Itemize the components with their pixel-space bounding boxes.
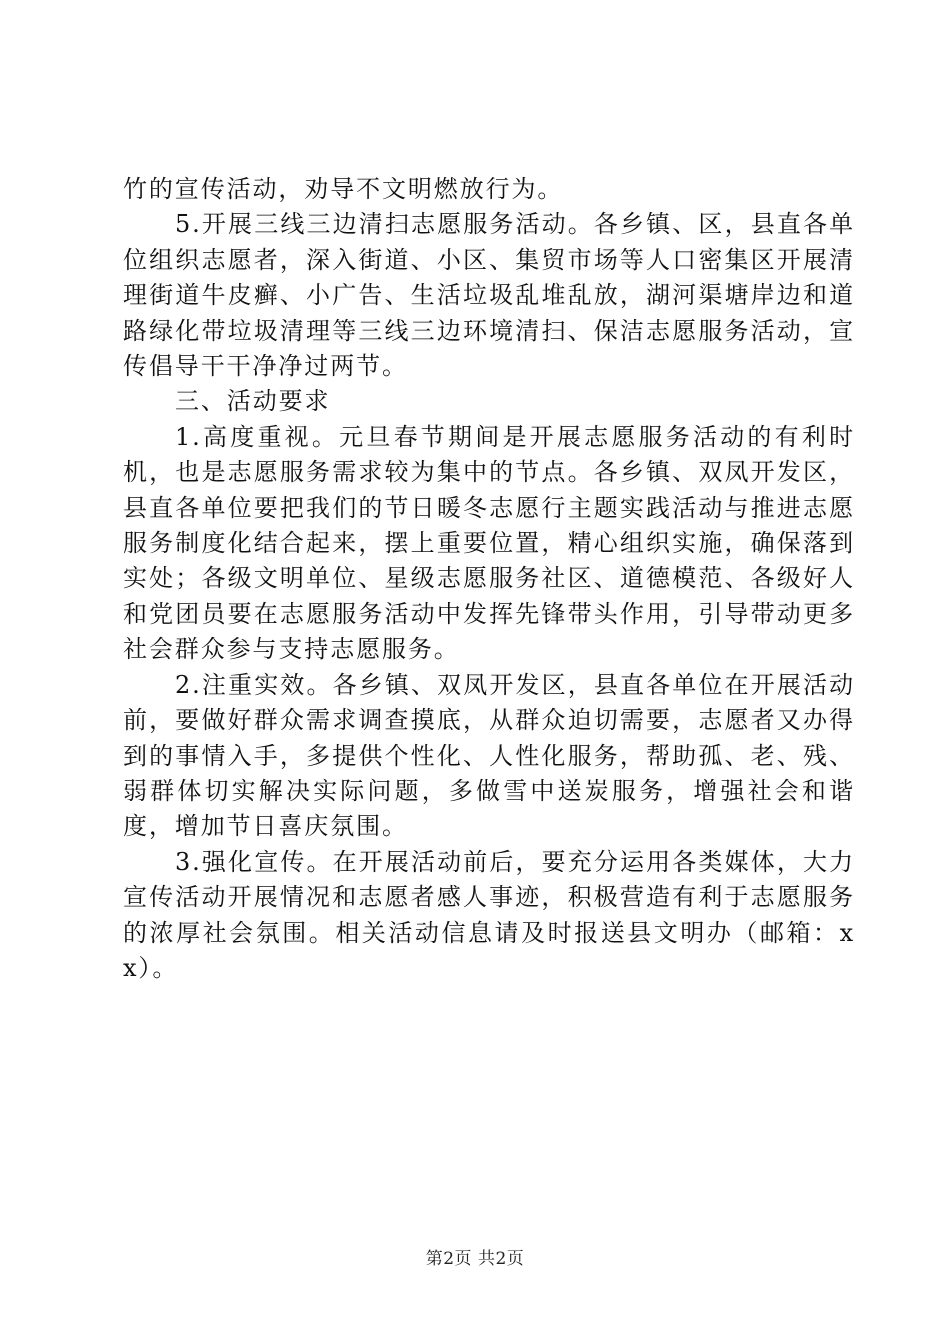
- paragraph-requirement-2: 2.注重实效。各乡镇、双凤开发区，县直各单位在开展活动前，要做好群众需求调查摸底，从群众迫切需要，志愿者又办得到的事情入手，多提供个性化、人性化服务，帮助孤、老、残、弱群体切实解决实际问题，多做雪中送炭服务，增强社会和谐度，增加节日喜庆氛围。: [123, 670, 855, 841]
- paragraph-continuation: 竹的宣传活动，劝导不文明燃放行为。: [123, 175, 564, 203]
- paragraph-item-5: 5.开展三线三边清扫志愿服务活动。各乡镇、区，县直各单位组织志愿者，深入街道、小区、集贸市场等人口密集区开展清理街道牛皮癣、小广告、生活垃圾乱堆乱放，湖河渠塘岸边和道路绿化带垃圾清理等三线三边环境清扫、保洁志愿服务活动，宣传倡导干干净净过两节。: [123, 210, 855, 381]
- page-number-footer: 第2页 共2页: [425, 1249, 525, 1269]
- section-heading-requirements: 三、活动要求: [175, 387, 331, 416]
- document-body: [123, 172, 855, 986]
- paragraph-requirement-1: 1.高度重视。元旦春节期间是开展志愿服务活动的有利时机，也是志愿服务需求较为集中的节点。各乡镇、双凤开发区，县直各单位要把我们的节日暖冬志愿行主题实践活动与推进志愿服务制度化结合起来，摆上重要位置，精心组织实施，确保落到实处；各级文明单位、星级志愿服务社区、道德模范、各级好人和党团员要在志愿服务活动中发挥先锋带头作用，引导带动更多社会群众参与支持志愿服务。: [123, 422, 855, 664]
- paragraph-requirement-3: 3.强化宣传。在开展活动前后，要充分运用各类媒体，大力宣传活动开展情况和志愿者感人事迹，积极营造有利于志愿服务的浓厚社会氛围。相关活动信息请及时报送县文明办（邮箱：xx）。: [123, 847, 855, 982]
